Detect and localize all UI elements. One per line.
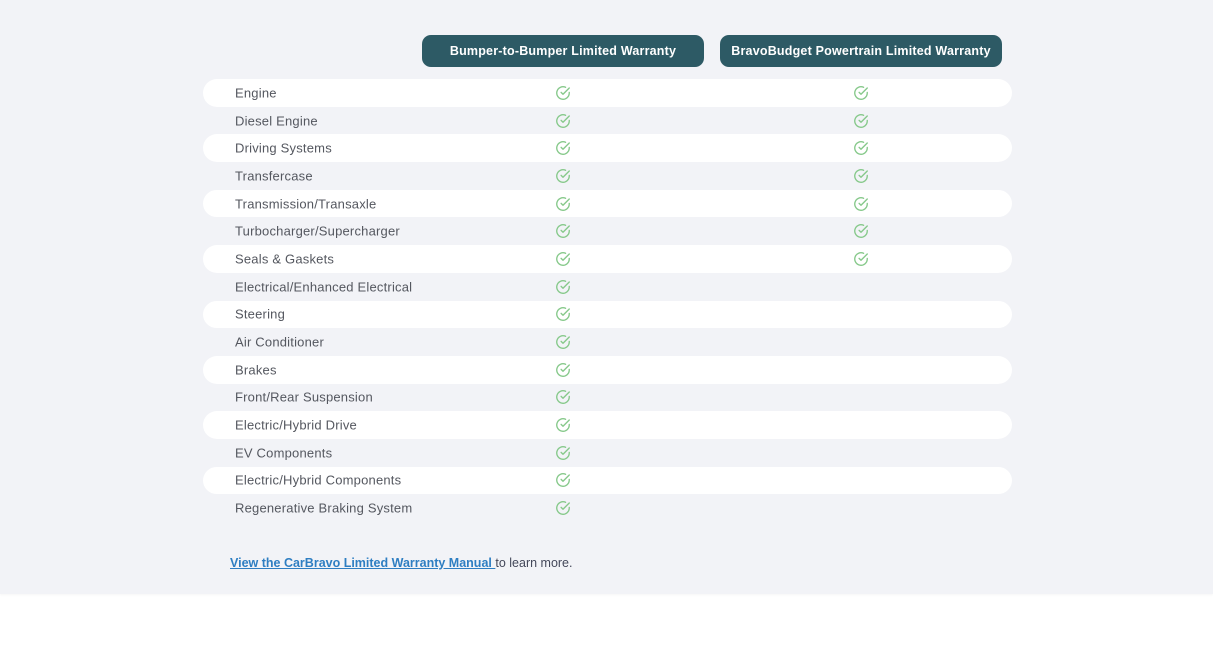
circle-check-icon xyxy=(854,141,869,156)
circle-check-icon xyxy=(854,224,869,239)
component-label: Electric/Hybrid Drive xyxy=(235,417,357,433)
table-row xyxy=(203,79,1012,107)
bumper-to-bumper-warranty-header-button[interactable]: Bumper-to-Bumper Limited Warranty xyxy=(422,35,704,67)
circle-check-icon xyxy=(556,307,571,322)
component-label: Front/Rear Suspension xyxy=(235,389,373,405)
powertrain-warranty-header-button[interactable]: BravoBudget Powertrain Limited Warranty xyxy=(720,35,1002,67)
footer-note-suffix: to learn more. xyxy=(495,556,573,570)
table-row xyxy=(203,301,1012,329)
circle-check-icon xyxy=(854,168,869,183)
component-label: Brakes xyxy=(235,362,277,378)
component-label: Regenerative Braking System xyxy=(235,500,413,516)
table-row xyxy=(203,273,1012,301)
table-row xyxy=(203,134,1012,162)
component-label: Transmission/Transaxle xyxy=(235,196,377,212)
table-row xyxy=(203,439,1012,467)
circle-check-icon xyxy=(556,473,571,488)
table-row xyxy=(203,356,1012,384)
circle-check-icon xyxy=(556,418,571,433)
circle-check-icon xyxy=(556,85,571,100)
component-label: Steering xyxy=(235,306,286,322)
table-row xyxy=(203,162,1012,190)
circle-check-icon xyxy=(854,251,869,266)
circle-check-icon xyxy=(556,113,571,128)
circle-check-icon xyxy=(556,196,571,211)
component-label: Electrical/Enhanced Electrical xyxy=(235,279,413,295)
circle-check-icon xyxy=(854,196,869,211)
circle-check-icon xyxy=(556,279,571,294)
circle-check-icon xyxy=(556,335,571,350)
table-row xyxy=(203,494,1012,522)
table-row xyxy=(203,107,1012,135)
circle-check-icon xyxy=(854,113,869,128)
table-row xyxy=(203,328,1012,356)
circle-check-icon xyxy=(556,224,571,239)
table-row xyxy=(203,411,1012,439)
component-label: Seals & Gaskets xyxy=(235,251,335,267)
table-row xyxy=(203,245,1012,273)
footer-note xyxy=(230,556,572,570)
table-row xyxy=(203,190,1012,218)
circle-check-icon xyxy=(556,251,571,266)
component-label: Engine xyxy=(235,85,277,101)
circle-check-icon xyxy=(556,390,571,405)
circle-check-icon xyxy=(556,141,571,156)
component-label: Electric/Hybrid Components xyxy=(235,472,402,488)
table-row xyxy=(203,467,1012,495)
table-row xyxy=(203,384,1012,412)
component-label: Transfercase xyxy=(235,168,313,184)
component-label: Diesel Engine xyxy=(235,113,318,129)
circle-check-icon xyxy=(556,501,571,516)
component-label: EV Components xyxy=(235,445,333,461)
table-row xyxy=(203,217,1012,245)
circle-check-icon xyxy=(556,445,571,460)
component-label: Air Conditioner xyxy=(235,334,324,350)
warranty-manual-link[interactable]: View the CarBravo Limited Warranty Manual xyxy=(230,556,496,570)
component-label: Turbocharger/Supercharger xyxy=(235,223,400,239)
circle-check-icon xyxy=(854,85,869,100)
circle-check-icon xyxy=(556,362,571,377)
coverage-table xyxy=(203,79,1012,522)
circle-check-icon xyxy=(556,168,571,183)
component-label: Driving Systems xyxy=(235,140,332,156)
